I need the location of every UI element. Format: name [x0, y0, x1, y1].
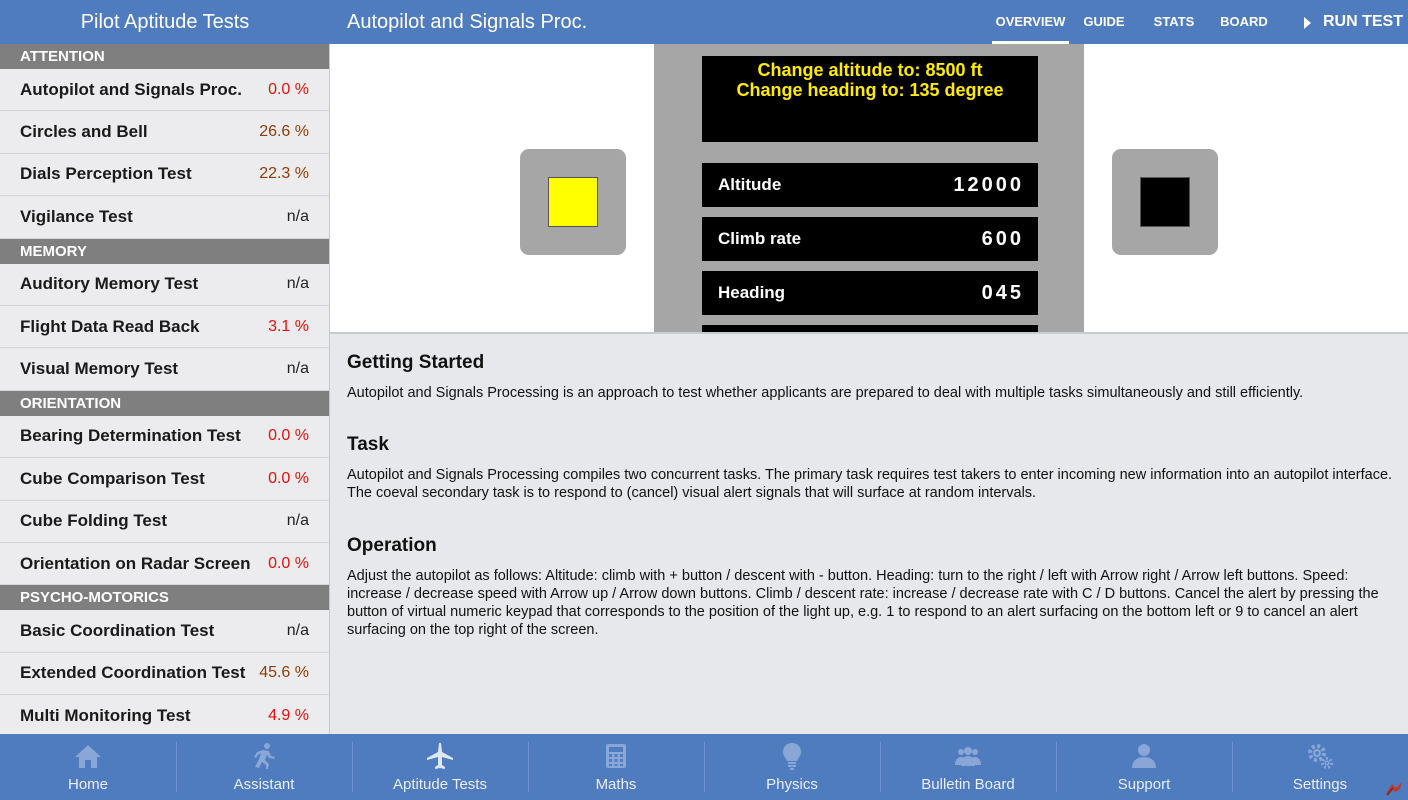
- test-item-label: Multi Monitoring Test: [20, 705, 191, 725]
- test-item-score: 0.0 %: [268, 80, 309, 98]
- test-item-extended-coordination[interactable]: [0, 653, 329, 695]
- test-item-autopilot[interactable]: [0, 69, 329, 111]
- test-item-score: 3.1 %: [268, 317, 309, 335]
- test-item-label: Flight Data Read Back: [20, 316, 200, 336]
- test-item-auditory-memory[interactable]: [0, 264, 329, 306]
- task-heading: Task: [347, 434, 389, 455]
- play-icon: [1304, 17, 1311, 29]
- readout-value: 045: [981, 281, 1024, 304]
- readout-altitude: [702, 163, 1038, 207]
- readout-value: 600: [981, 227, 1024, 250]
- nav-label: Home: [67, 776, 108, 793]
- notification-icon: [1384, 780, 1404, 796]
- nav-bulletin-board[interactable]: [880, 734, 1056, 800]
- readout-label: Climb rate: [718, 229, 802, 248]
- readout-value: 12000: [953, 173, 1024, 196]
- left-alert-panel: [520, 149, 626, 255]
- test-item-label: Basic Coordination Test: [20, 620, 215, 640]
- test-item-dials-perception[interactable]: [0, 154, 329, 196]
- getting-started-heading: Getting Started: [347, 352, 485, 373]
- home-icon: [74, 743, 102, 769]
- test-item-label: Orientation on Radar Screen: [20, 553, 251, 573]
- section-header-attention: ATTENTION: [0, 44, 329, 69]
- nav-label: Bulletin Board: [921, 776, 1015, 793]
- test-item-flight-data-read-back[interactable]: [0, 306, 329, 348]
- test-item-visual-memory[interactable]: [0, 348, 329, 390]
- test-item-label: Cube Comparison Test: [20, 468, 205, 488]
- nav-assistant[interactable]: [176, 734, 352, 800]
- instruction-line-heading: Change heading to: 135 degree: [736, 80, 1004, 100]
- readout-heading: [702, 271, 1038, 315]
- bottom-navigation: [0, 734, 1408, 800]
- runner-icon: [251, 742, 277, 770]
- section-header-memory: MEMORY: [0, 239, 329, 264]
- test-item-score: 0.0 %: [268, 554, 309, 572]
- operation-text: Adjust the autopilot as follows: Altitude: climb with + button / descent with - button. Heading: turn to the right / left with Arrow right / Arrow left buttons. Speed: increase / decrease speed with Arrow up / Arrow down buttons. Climb / descent rate: increase / decrease rate with C / D buttons. Cancel the alert by pressing the button of virtual numeric keypad that corresponds to the position of the light up, e.g. 1 to respond to an alert surfacing on the bottom left or 9 to cancel an alert surfacing on the top right of the screen.: [347, 568, 1379, 638]
- readout-partial: [702, 325, 1038, 334]
- tab-stats[interactable]: STATS: [1153, 14, 1195, 29]
- nav-label: Assistant: [233, 776, 295, 793]
- airplane-icon: [426, 742, 454, 770]
- test-item-label: Cube Folding Test: [20, 511, 168, 531]
- tab-bar: [992, 0, 1279, 44]
- run-test-button[interactable]: [1304, 0, 1403, 44]
- test-item-multi-monitoring[interactable]: [0, 695, 329, 734]
- operation-heading: Operation: [347, 535, 437, 556]
- test-item-label: Visual Memory Test: [20, 359, 179, 379]
- screen-title: Autopilot and Signals Proc.: [347, 11, 588, 33]
- description-panel: [347, 352, 1397, 639]
- test-preview-image: [330, 44, 1408, 334]
- tab-overview[interactable]: OVERVIEW: [992, 0, 1069, 44]
- test-item-basic-coordination[interactable]: [0, 610, 329, 652]
- test-item-score: 0.0 %: [268, 469, 309, 487]
- test-item-score: n/a: [286, 207, 309, 225]
- nav-aptitude-tests[interactable]: [352, 734, 528, 800]
- test-item-score: n/a: [286, 512, 309, 530]
- test-item-cube-folding[interactable]: [0, 501, 329, 543]
- nav-settings[interactable]: [1232, 734, 1408, 800]
- readout-climb-rate: [702, 217, 1038, 261]
- run-test-label: RUN TEST: [1323, 13, 1403, 30]
- person-icon: [1131, 743, 1157, 769]
- test-item-label: Dials Perception Test: [20, 164, 192, 184]
- nav-label: Physics: [766, 776, 818, 793]
- test-item-label: Circles and Bell: [20, 122, 148, 142]
- group-icon: [953, 745, 983, 767]
- tab-guide[interactable]: GUIDE: [1083, 14, 1125, 29]
- alert-light-right: [1140, 177, 1190, 227]
- autopilot-panel: [654, 44, 1084, 334]
- test-item-score: 26.6 %: [259, 123, 309, 141]
- test-item-score: 4.9 %: [268, 706, 309, 724]
- readout-label: Heading: [718, 283, 786, 302]
- nav-label: Support: [1117, 776, 1171, 793]
- nav-maths[interactable]: [528, 734, 704, 800]
- test-item-circles-and-bell[interactable]: [0, 111, 329, 153]
- test-item-score: n/a: [286, 275, 309, 293]
- app-title: Pilot Aptitude Tests: [80, 11, 250, 33]
- alert-light-left: [548, 177, 598, 227]
- instruction-display: [702, 56, 1038, 142]
- tab-board[interactable]: BOARD: [1220, 14, 1268, 29]
- getting-started-text: Autopilot and Signals Processing is an approach to test whether applicants are prepared to deal with multiple tasks simultaneously and still efficiently.: [347, 385, 1304, 401]
- test-item-label: Bearing Determination Test: [20, 426, 241, 446]
- nav-label: Aptitude Tests: [393, 776, 487, 793]
- task-text: Autopilot and Signals Processing compiles two concurrent tasks. The primary task requires test takers to enter incoming new information into an autopilot interface. The coeval secondary task is to respond to (cancel) visual alert signals that will surface at random intervals.: [347, 467, 1393, 501]
- test-item-score: 45.6 %: [259, 664, 309, 682]
- nav-label: Settings: [1292, 776, 1348, 793]
- test-item-score: 22.3 %: [259, 165, 309, 183]
- instruction-line-altitude: Change altitude to: 8500 ft: [757, 60, 983, 80]
- top-app-bar: [0, 0, 1408, 44]
- right-alert-panel: [1112, 149, 1218, 255]
- test-item-label: Auditory Memory Test: [20, 274, 199, 294]
- test-item-score: n/a: [286, 621, 309, 639]
- nav-support[interactable]: [1056, 734, 1232, 800]
- test-item-score: n/a: [286, 360, 309, 378]
- nav-home[interactable]: [0, 734, 176, 800]
- test-item-vigilance[interactable]: [0, 196, 329, 238]
- test-item-orientation-radar[interactable]: [0, 543, 329, 585]
- test-item-label: Extended Coordination Test: [20, 663, 246, 683]
- lightbulb-icon: [782, 742, 802, 770]
- nav-physics[interactable]: [704, 734, 880, 800]
- nav-label: Maths: [595, 776, 637, 793]
- test-item-label: Vigilance Test: [20, 206, 133, 226]
- section-header-orientation: ORIENTATION: [0, 391, 329, 416]
- test-item-score: 0.0 %: [268, 427, 309, 445]
- gears-icon: [1306, 742, 1334, 770]
- test-item-cube-comparison[interactable]: [0, 458, 329, 500]
- calculator-icon: [605, 743, 627, 769]
- test-item-bearing-determination[interactable]: [0, 416, 329, 458]
- test-item-label: Autopilot and Signals Proc.: [20, 79, 242, 99]
- readout-label: Altitude: [718, 175, 782, 194]
- section-header-psycho-motorics: PSYCHO-MOTORICS: [0, 585, 329, 610]
- test-list-sidebar: [0, 44, 330, 734]
